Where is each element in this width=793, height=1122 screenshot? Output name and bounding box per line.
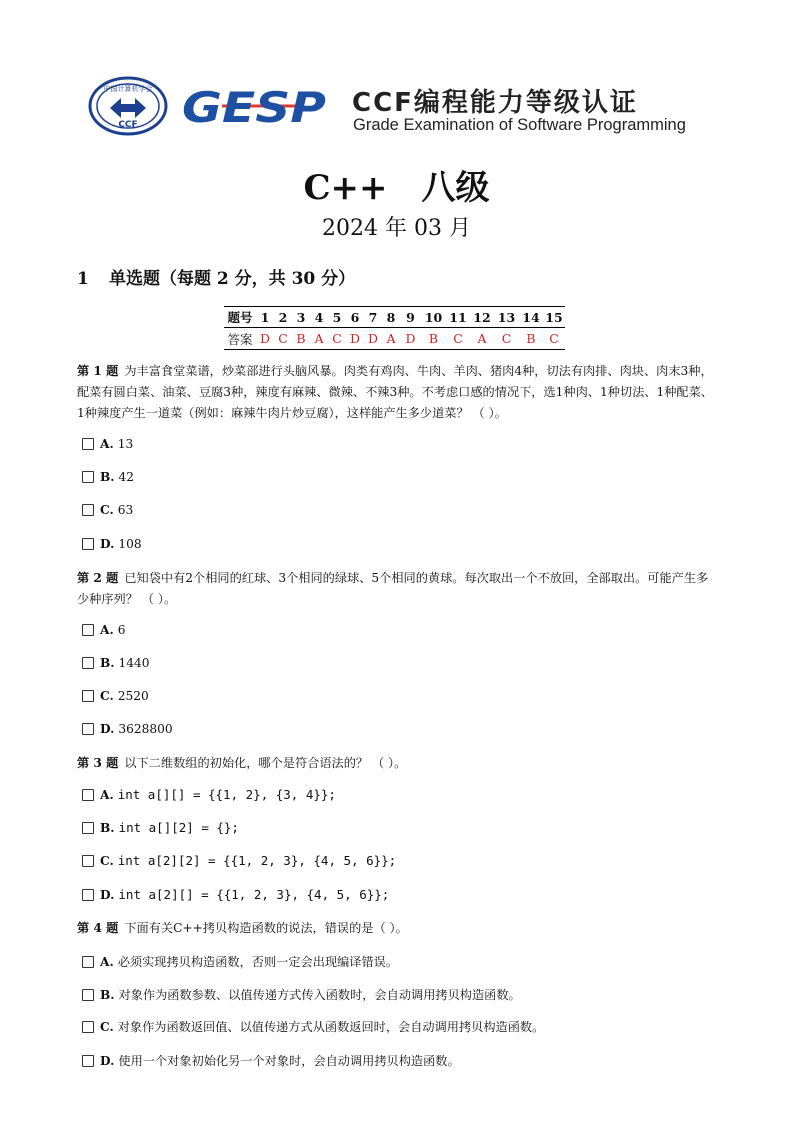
option-text: int a[2][2] = {{1, 2, 3}, {4, 5, 6}};: [117, 853, 397, 868]
option-row[interactable]: [82, 689, 149, 703]
option-text: 42: [118, 470, 135, 484]
question-number-cell: 5: [328, 307, 346, 328]
answer-cell: A: [470, 328, 494, 350]
option-label: C.: [100, 503, 114, 517]
question-number: 第 3 题: [77, 756, 119, 770]
question-number-cell: 9: [400, 307, 421, 328]
option-checkbox[interactable]: [82, 657, 94, 669]
option-label: C.: [100, 689, 114, 703]
brand-title-en: Grade Examination of Software Programming: [353, 116, 686, 134]
option-text: int a[][] = {{1, 2}, {3, 4}};: [117, 787, 336, 802]
option-label: C.: [100, 853, 114, 868]
option-label: B.: [100, 987, 115, 1002]
option-row[interactable]: [82, 1018, 544, 1035]
question-text: 下面有关C++拷贝构造函数的说法，错误的是（ ）。: [124, 921, 408, 935]
option-label: B.: [100, 820, 115, 835]
option-text: 2520: [117, 689, 149, 703]
question-number: 第 1 题: [77, 364, 119, 378]
option-label: B.: [100, 470, 115, 484]
answer-table-answer-row: [224, 328, 565, 350]
option-text: 3628800: [118, 722, 173, 736]
question-number-cell: 14: [519, 307, 543, 328]
question-number-cell: 10: [421, 307, 446, 328]
question-number: 第 4 题: [77, 921, 119, 935]
question-text: 已知袋中有2个相同的红球、3个相同的绿球、5个相同的黄球。每次取出一个不放回，全部取出。可能产生多少种序列？ （ ）。: [77, 571, 709, 606]
option-row[interactable]: [82, 722, 173, 736]
option-label: A.: [100, 623, 114, 637]
svg-text:GESP: GESP: [182, 83, 327, 132]
option-row[interactable]: [82, 623, 125, 637]
option-label: D.: [100, 887, 115, 902]
answer-cell: D: [256, 328, 274, 350]
answer-cell: D: [364, 328, 382, 350]
question-stem: [77, 361, 717, 424]
question-number-cell: 1: [256, 307, 274, 328]
answer-cell: B: [519, 328, 543, 350]
question-number: 第 2 题: [77, 571, 119, 585]
option-checkbox[interactable]: [82, 1021, 94, 1033]
question-text: 以下二维数组的初始化，哪个是符合语法的？ （ ）。: [124, 756, 407, 770]
option-text: 必须实现拷贝构造函数，否则一定会出现编译错误。: [117, 955, 399, 969]
section-number: 1: [77, 269, 89, 289]
question-number-cell: 11: [446, 307, 470, 328]
exam-level: 八级: [421, 168, 490, 208]
exam-language: C++: [303, 168, 388, 208]
svg-text:CCF: CCF: [118, 120, 138, 130]
question-number-cell: 4: [310, 307, 328, 328]
answer-cell: D: [346, 328, 364, 350]
section-title: 单选题（每题 2 分，共 30 分）: [109, 269, 356, 289]
option-checkbox[interactable]: [82, 889, 94, 901]
option-row[interactable]: [82, 953, 398, 970]
question-number-header: 题号: [224, 307, 256, 328]
answer-table: [224, 306, 565, 350]
option-label: D.: [100, 1053, 115, 1068]
option-text: 使用一个对象初始化另一个对象时，会自动调用拷贝构造函数。: [118, 1054, 460, 1068]
option-checkbox[interactable]: [82, 690, 94, 702]
answer-cell: C: [274, 328, 292, 350]
question-text: 为丰富食堂菜谱，炒菜部进行头脑风暴。肉类有鸡肉、牛肉、羊肉、猪肉4种，切法有肉排、肉块、肉末3种，配菜有圆白菜、油菜、豆腐3种，辣度有麻辣、微辣、不辣3种。不考虑口感的情况下，选1种肉、1种切法、1种配菜、1种辣度产生一道菜（例如：麻辣牛肉片炒豆腐），这样能产生多少道菜？ （ ）。: [77, 364, 713, 420]
option-row[interactable]: [82, 656, 150, 670]
option-label: B.: [100, 656, 115, 670]
answer-cell: C: [543, 328, 565, 350]
option-label: A.: [100, 787, 114, 802]
option-row[interactable]: [82, 537, 142, 551]
option-row[interactable]: [82, 470, 134, 484]
option-checkbox[interactable]: [82, 989, 94, 1001]
option-text: 对象作为函数返回值、以值传递方式从函数返回时，会自动调用拷贝构造函数。: [117, 1020, 545, 1034]
answer-cell: B: [421, 328, 446, 350]
ccf-logo: [88, 76, 168, 136]
option-checkbox[interactable]: [82, 438, 94, 450]
question-number-cell: 3: [292, 307, 310, 328]
option-text: 13: [117, 437, 134, 451]
answer-table-header-row: [224, 307, 565, 328]
option-text: int a[][2] = {};: [118, 820, 239, 835]
answer-cell: A: [382, 328, 400, 350]
svg-text:中国计算机学会: 中国计算机学会: [103, 85, 153, 93]
option-row[interactable]: [82, 887, 389, 902]
option-row[interactable]: [82, 820, 239, 835]
question-stem: [77, 753, 717, 774]
option-row[interactable]: [82, 787, 336, 802]
option-checkbox[interactable]: [82, 538, 94, 550]
answer-cell: D: [400, 328, 421, 350]
option-label: C.: [100, 1019, 114, 1034]
option-row[interactable]: [82, 1052, 460, 1069]
answer-cell: C: [328, 328, 346, 350]
question-stem: [77, 918, 717, 939]
question-number-cell: 6: [346, 307, 364, 328]
option-checkbox[interactable]: [82, 504, 94, 516]
question-number-cell: 7: [364, 307, 382, 328]
brand-title-cn: CCF编程能力等级认证: [352, 88, 638, 118]
question-number-cell: 13: [494, 307, 519, 328]
answer-cell: A: [310, 328, 328, 350]
option-text: 63: [117, 503, 134, 517]
option-checkbox[interactable]: [82, 855, 94, 867]
answer-cell: C: [494, 328, 519, 350]
option-row[interactable]: [82, 986, 521, 1003]
page-header: [88, 76, 708, 138]
option-checkbox[interactable]: [82, 956, 94, 968]
option-label: D.: [100, 722, 115, 736]
option-checkbox[interactable]: [82, 789, 94, 801]
option-row[interactable]: [82, 503, 133, 517]
option-row[interactable]: [82, 437, 133, 451]
option-text: int a[2][] = {{1, 2, 3}, {4, 5, 6}};: [118, 887, 390, 902]
option-checkbox[interactable]: [82, 822, 94, 834]
answer-cell: C: [446, 328, 470, 350]
exam-title: [0, 160, 793, 209]
option-label: D.: [100, 537, 115, 551]
question-stem: [77, 568, 717, 610]
option-checkbox[interactable]: [82, 723, 94, 735]
option-checkbox[interactable]: [82, 1055, 94, 1067]
question-number-cell: 12: [470, 307, 494, 328]
option-label: A.: [100, 437, 114, 451]
option-label: A.: [100, 954, 114, 969]
option-text: 对象作为函数参数、以值传递方式传入函数时，会自动调用拷贝构造函数。: [118, 988, 521, 1002]
option-text: 108: [118, 537, 142, 551]
question-number-cell: 2: [274, 307, 292, 328]
option-checkbox[interactable]: [82, 471, 94, 483]
question-number-cell: 15: [543, 307, 565, 328]
exam-date: 2024 年 03 月: [322, 216, 471, 241]
question-number-cell: 8: [382, 307, 400, 328]
answer-cell: B: [292, 328, 310, 350]
option-row[interactable]: [82, 853, 396, 868]
option-checkbox[interactable]: [82, 624, 94, 636]
answer-header: 答案: [224, 328, 256, 350]
option-text: 1440: [118, 656, 150, 670]
gesp-logo: [182, 80, 328, 132]
section-heading: [77, 264, 355, 289]
option-text: 6: [117, 623, 126, 637]
